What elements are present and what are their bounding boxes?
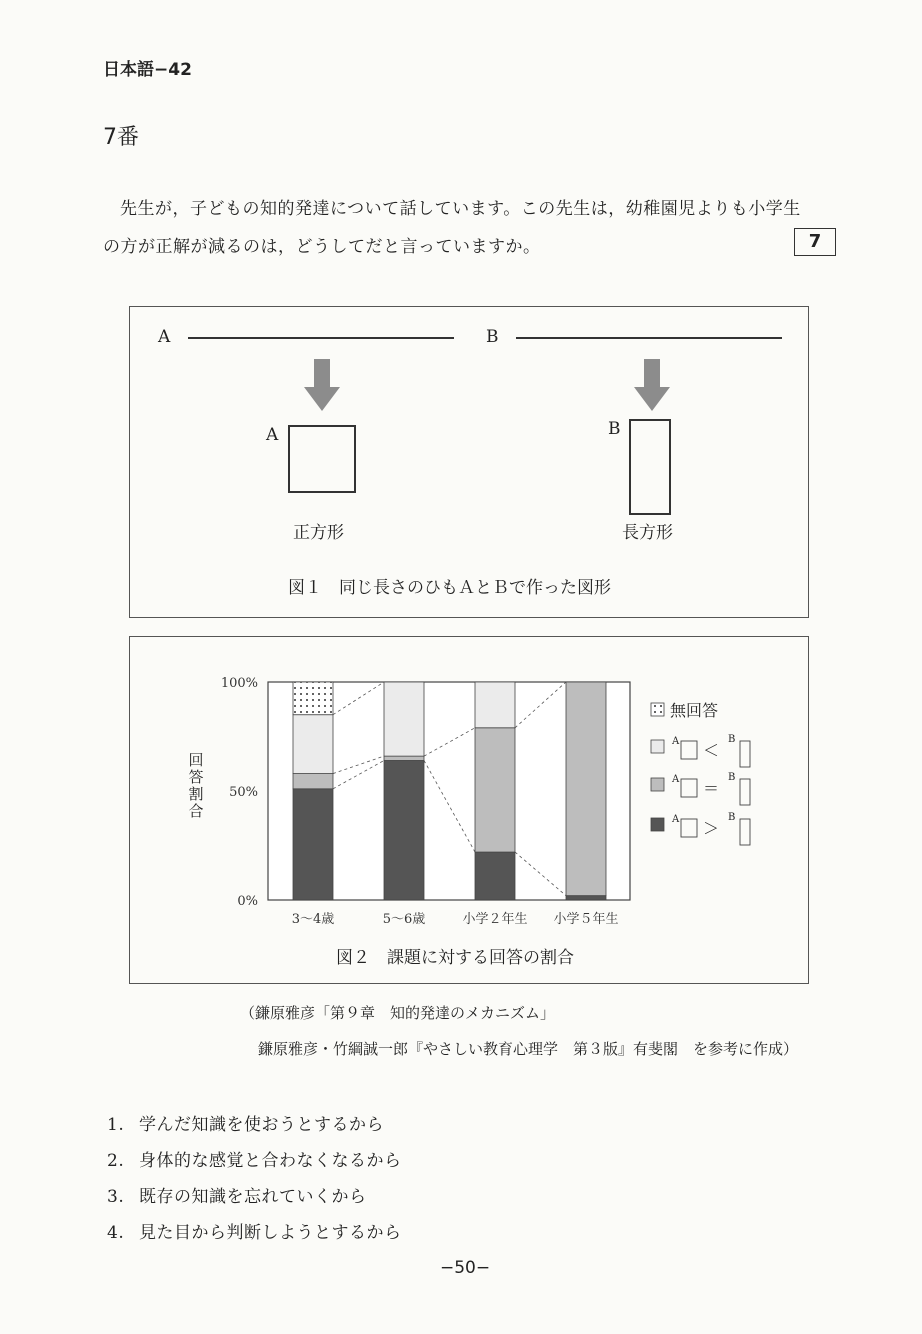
legend-left-label: A — [672, 774, 680, 785]
page-number: −50− — [440, 1258, 491, 1278]
bar-segment — [384, 682, 424, 756]
square-label: A — [266, 425, 279, 445]
question-number-box: 7 — [794, 228, 836, 256]
y-tick-label: 100% — [220, 676, 258, 691]
bar-segment — [475, 728, 515, 852]
bar-segment — [293, 682, 333, 715]
y-tick-label: 0% — [237, 894, 258, 909]
legend-right-label: B — [728, 734, 736, 745]
legend-box-icon — [740, 779, 750, 805]
string-b-line — [516, 337, 782, 339]
x-category-label: 小学５年生 — [553, 912, 619, 927]
square-name: 正方形 — [293, 523, 344, 543]
line-a-label: A — [158, 327, 171, 347]
source-line1: （鎌原雅彦「第９章 知的発達のメカニズム」 — [240, 1004, 556, 1022]
string-a-line — [188, 337, 454, 339]
bar-segment — [475, 852, 515, 900]
rectangle-label: B — [608, 419, 621, 439]
option-2-number: 2. — [107, 1151, 125, 1171]
legend-swatch — [651, 818, 664, 831]
question-title: 7番 — [103, 125, 139, 150]
question-prompt-line1: 先生が，子どもの知的発達について話しています。この先生は，幼稚園児よりも小学生 — [120, 199, 801, 219]
question-prompt-line2: の方が正解が減るのは，どうしてだと言っていますか。 — [103, 237, 541, 257]
bar-segment — [293, 774, 333, 789]
bar-segment — [384, 756, 424, 760]
source-line2: 鎌原雅彦・竹綱誠一郎『やさしい教育心理学 第３版』有斐閣 を参考に作成） — [258, 1040, 799, 1058]
option-1 — [107, 1110, 384, 1135]
option-2 — [107, 1146, 402, 1171]
square-shape — [288, 425, 356, 493]
legend-box-icon — [681, 741, 697, 759]
legend-right-label: B — [728, 772, 736, 783]
down-arrow-b-icon — [634, 359, 670, 411]
legend-swatch — [651, 778, 664, 791]
figure2-caption: 図２ 課題に対する回答の割合 — [336, 948, 574, 968]
legend-label: 無回答 — [670, 701, 719, 720]
option-2-text: 身体的な感覚と合わなくなるから — [139, 1151, 402, 1171]
legend-box-icon — [740, 741, 750, 767]
option-3 — [107, 1182, 367, 1207]
bar-segment — [384, 760, 424, 900]
figure1-caption: 図１ 同じ長さのひもＡとＢで作った図形 — [288, 578, 611, 598]
option-4-number: 4. — [107, 1223, 125, 1243]
line-b-label: B — [486, 327, 499, 347]
legend-swatch — [651, 740, 664, 753]
bar-segment — [475, 682, 515, 728]
bar-segment — [566, 896, 606, 900]
legend-box-icon — [681, 819, 697, 837]
down-arrow-a-icon — [304, 359, 340, 411]
option-4-text: 見た目から判断しようとするから — [139, 1223, 402, 1243]
option-4 — [107, 1218, 402, 1243]
rectangle-shape — [629, 419, 671, 515]
bar-segment — [566, 682, 606, 896]
option-3-number: 3. — [107, 1187, 125, 1207]
page-header-label: 日本語−42 — [103, 60, 192, 80]
rectangle-name: 長方形 — [622, 523, 673, 543]
option-1-number: 1. — [107, 1115, 125, 1135]
legend-box-icon — [681, 779, 697, 797]
legend-operator: ＞ — [703, 819, 720, 838]
legend-box-icon — [740, 819, 750, 845]
x-category-label: 5～6歳 — [382, 912, 426, 927]
y-tick-label: 50% — [229, 785, 258, 800]
option-1-text: 学んだ知識を使おうとするから — [139, 1115, 384, 1135]
legend-operator: ＝ — [703, 779, 720, 798]
legend-right-label: B — [728, 812, 736, 823]
x-category-label: 小学２年生 — [462, 912, 528, 927]
figure1-panel — [129, 306, 809, 618]
legend-swatch — [651, 703, 664, 716]
legend-operator: ＜ — [703, 741, 720, 760]
legend-left-label: A — [672, 814, 680, 825]
legend-left-label: A — [672, 736, 680, 747]
x-category-label: 3～4歳 — [291, 912, 335, 927]
stacked-bar-chart — [130, 637, 808, 983]
figure2-panel — [129, 636, 809, 984]
bar-segment — [293, 715, 333, 774]
bar-segment — [293, 789, 333, 900]
chart-y-axis-label: 回答割合 — [188, 751, 204, 820]
option-3-text: 既存の知識を忘れていくから — [139, 1187, 367, 1207]
